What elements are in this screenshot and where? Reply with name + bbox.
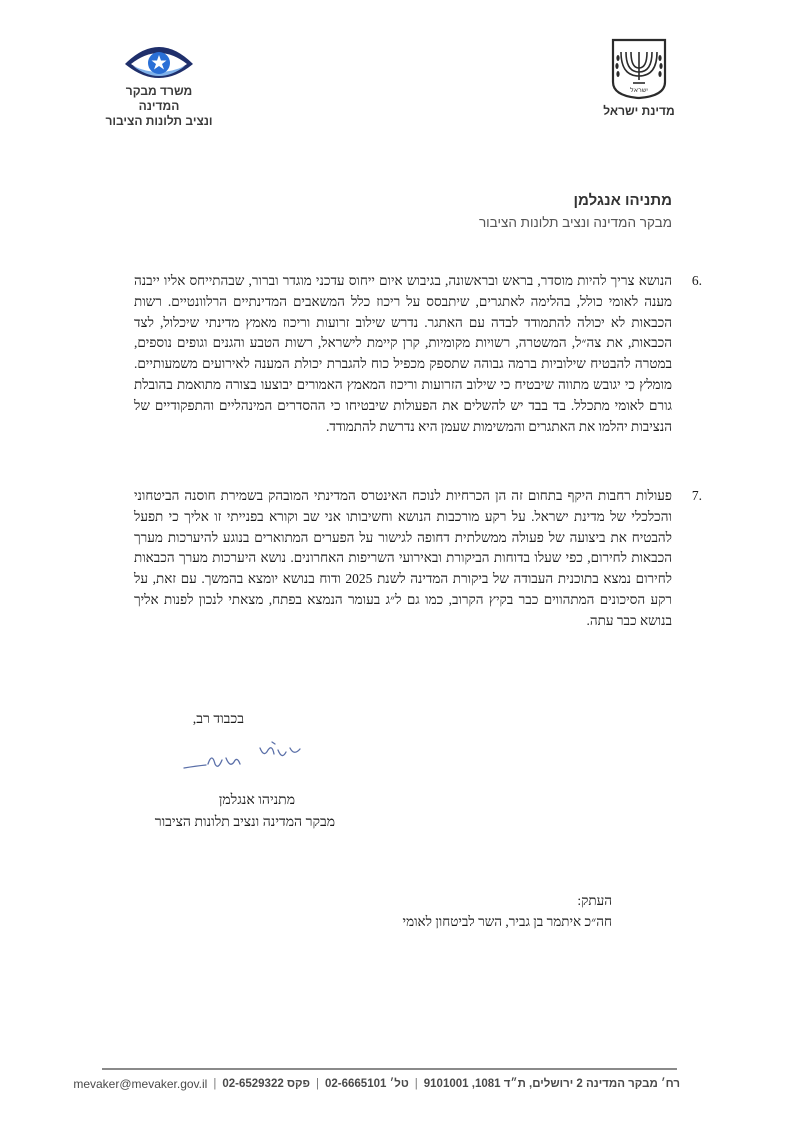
footer-separator: | bbox=[414, 1078, 418, 1090]
copy-label: העתק: bbox=[577, 893, 612, 908]
paragraph-7-text: פעולות רחבות היקף בתחום זה הן הכרחיות לנוכח האינטרס המדינתי המובהק בשמירת חוסנה הביטחוני והכלכלי של מדינת ישראל. על רקע מורכבות הנושא וחשיבותו אני שב וקורא בפנייתי זו אליך כי תפעל להבטיח את ביצועה של פעולה ממשלתית דחופה לגישור על הפערים המתוארים בנוגע להיערכות מערך הכבאות לחירום, כפי שעלו בדוחות הביקורת ובאירועי השריפות האחרונים. נושא היערכות מערך הכבאות לחירום נמצא בתוכנית העבודה של ביקורת המדינה לשנת 2025 ודוח בנושא יומצא בהמשך. עם זאת, על רקע הסיכונים המתהווים כבר בקיץ הקרוב, כמו גם ל״ג בעומר הנמצא בפתח, מצאתי לנכון לפנות אליך בנושא כבר עתה. bbox=[134, 488, 672, 628]
footer-divider bbox=[102, 1068, 677, 1070]
closing-name: מתניהו אנגלמן bbox=[218, 793, 295, 808]
footer bbox=[73, 1077, 680, 1091]
footer-phone: טל׳ 02-6665101 bbox=[325, 1078, 409, 1090]
state-emblem-icon bbox=[609, 38, 669, 100]
state-emblem-block bbox=[600, 38, 678, 118]
footer-address: רח׳ מבקר המדינה 2 ירושלים, ת״ד 1081, 9101001 bbox=[423, 1078, 680, 1090]
paragraph-6 bbox=[134, 271, 702, 437]
state-emblem-inscription: ישראל bbox=[630, 86, 648, 94]
sender-name: מתניהו אנגלמן bbox=[573, 192, 672, 209]
paragraph-7 bbox=[134, 486, 702, 632]
paragraph-6-number: .6 bbox=[691, 273, 702, 288]
sender-block bbox=[479, 192, 672, 230]
office-name-line1: משרד מבקר המדינה bbox=[125, 84, 193, 113]
copy-recipient: חה״כ איתמר בן גביר, השר לביטחון לאומי bbox=[402, 914, 612, 929]
state-emblem-label: מדינת ישראל bbox=[603, 104, 675, 118]
footer-fax: פקס 02-6529322 bbox=[222, 1078, 310, 1090]
footer-separator: | bbox=[213, 1078, 217, 1090]
office-logo-icon bbox=[123, 40, 195, 84]
paragraph-7-number: .7 bbox=[691, 488, 702, 503]
footer-separator: | bbox=[316, 1078, 319, 1090]
office-name-line2: ונציב תלונות הציבור bbox=[105, 114, 213, 128]
sender-title: מבקר המדינה ונציב תלונות הציבור bbox=[478, 215, 672, 230]
paragraph-6-text: הנושא צריך להיות מוסדר, בראש ובראשונה, בגיבוש איום ייחוס עדכני מוגדר וברור, שבהתייחס אליו ייבנה מענה לאומי כולל, בהלימה לאתגרים, שיתבסס על ריכוז כלל המשאבים המדינתיים הרלוונטיים. רשות הכבאות לא יכולה להתמודד לבדה עם האתגר. נדרש שילוב זרועות וריכוז מאמץ מדינתי שיכלול, לצד הכבאות, את צה״ל, המשטרה, רשויות מקומיות, קרן קיימת לישראל, רשות הטבע והגנים וגופים נוספים, במטרה להבטיח שילוביות ברמה גבוהה שתספק מכפיל כוח להגברת יכולת המענה לאירועים משמעותיים. מומלץ כי יגובש מתווה שיבטיח כי שילוב הזרועות וריכוז המאמץ האמורים יבוצעו בצורה מתואמת בהובלת גורם לאומי מתכלל. בד בבד יש להשלים את הפעולות שיבטיחו כי ההסדרים המינהליים והתפקודיים של הנציבות יהלמו את האתגרים והמשימות שעמן היא נדרשת להתמודד. bbox=[134, 273, 672, 434]
closing-title: מבקר המדינה ונציב תלונות הציבור bbox=[154, 815, 335, 830]
signature-icon bbox=[182, 738, 307, 778]
office-logo-block bbox=[104, 40, 214, 129]
footer-email-link[interactable]: mevaker@mevaker.gov.il bbox=[73, 1077, 208, 1091]
closing-salutation: בכבוד רב, bbox=[192, 712, 244, 727]
